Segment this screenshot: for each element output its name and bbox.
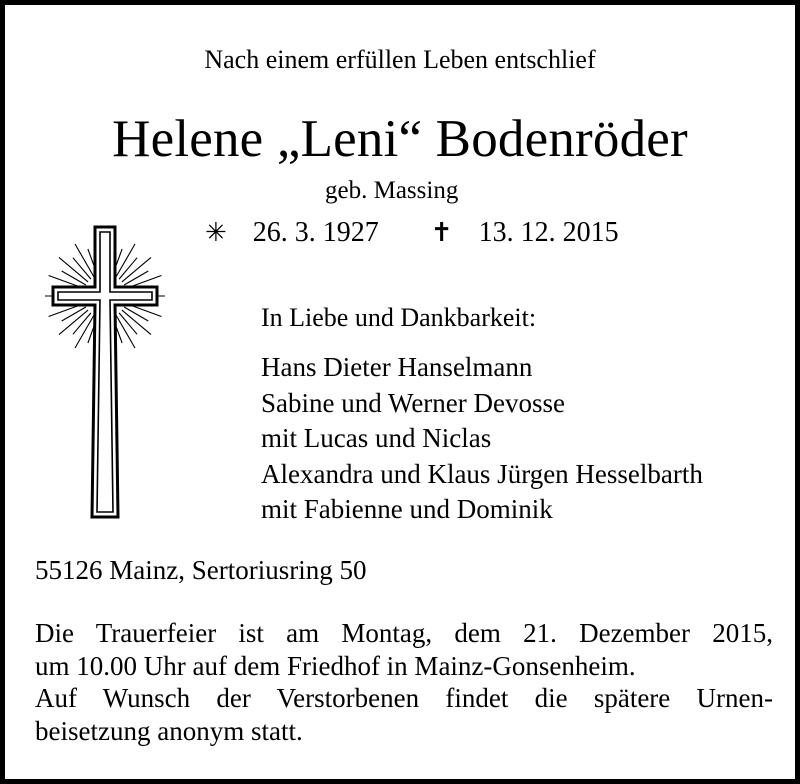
mourners-list <box>261 350 703 528</box>
mourner-line: mit Lucas und Niclas <box>261 423 492 453</box>
cross-ray <box>62 307 86 321</box>
birth-name: geb. Massing <box>325 177 459 204</box>
ceremony-line: Die Trauerfeier ist am Montag, dem 21. Dezember 2015, <box>35 618 773 648</box>
cross-ray <box>73 313 91 334</box>
radiant-cross-icon <box>45 223 165 523</box>
birth-date: 26. 3. 1927 <box>252 217 379 248</box>
mourner-line: Sabine und Werner Devosse <box>261 387 566 418</box>
cross-ray <box>119 258 137 279</box>
death-cross-icon: ✝ <box>430 218 453 247</box>
dedication-line: In Liebe und Dankbarkeit: <box>261 303 537 332</box>
ceremony-text <box>35 617 773 747</box>
ceremony-line: beisetzung anonym statt. <box>35 715 303 746</box>
address-line: 55126 Mainz, Sertoriusring 50 <box>35 555 367 585</box>
mourner-line: Hans Dieter Hanselmann <box>261 352 533 382</box>
ceremony-line: um 10.00 Uhr auf dem Friedhof in Mainz-Gonsenheim. <box>35 650 636 681</box>
cross-ray <box>73 258 91 279</box>
cross-ray <box>62 271 86 285</box>
mourner-line: Alexandra und Klaus Jürgen Hesselbarth <box>261 458 703 489</box>
cross-ray <box>124 307 148 321</box>
death-date: 13. 12. 2015 <box>478 217 619 248</box>
intro-line: Nach einem erfüllen Leben entschlief <box>204 45 596 74</box>
ceremony-line: Auf Wunsch der Verstorbenen findet die spätere Urnen- <box>35 683 773 713</box>
cross-ray <box>124 271 148 285</box>
life-dates <box>205 219 619 247</box>
mourner-line: mit Fabienne und Dominik <box>261 494 553 524</box>
birth-star-icon: ✳ <box>205 218 227 247</box>
cross-ray <box>119 313 137 334</box>
deceased-name: Helene „Leni“ Bodenröder <box>112 110 688 168</box>
